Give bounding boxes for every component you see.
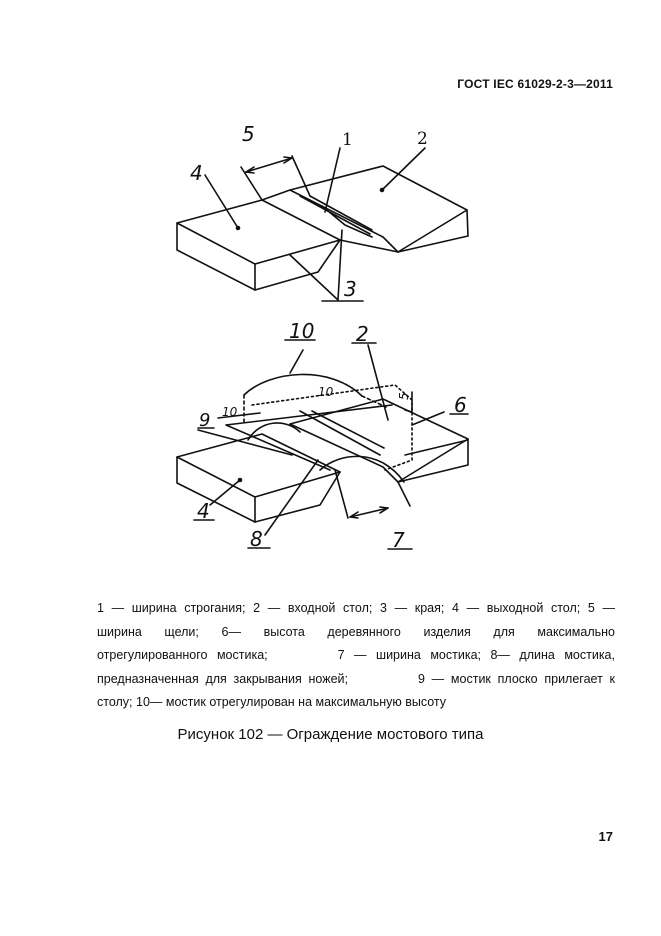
legend-line: ширина щели; 6— высота деревянного изделия для максимально	[97, 624, 615, 639]
legend-fragment: предназначенная для закрывания ножей;	[97, 671, 348, 686]
label-5-top: 5	[242, 122, 255, 146]
legend-line: столу; 10— мостик отрегулирован на максимальную высоту	[97, 695, 447, 709]
page-number: 17	[598, 829, 613, 844]
label-2-top: 2	[417, 129, 428, 149]
label-9: 9	[199, 410, 211, 431]
leader-3	[290, 230, 342, 300]
bottom-infeed-top	[290, 399, 468, 482]
label-1-top: 1	[342, 130, 353, 150]
infeed-table-top	[290, 166, 467, 252]
dimension-5-lines	[241, 156, 310, 200]
leader-2-bottom	[368, 345, 388, 420]
figure-caption: Рисунок 102 — Ограждение мостового типа	[177, 726, 484, 743]
bottom-outfeed-front	[177, 457, 255, 522]
label-10-top: 10	[289, 319, 315, 343]
outfeed-table-top	[177, 200, 340, 264]
label-7: 7	[392, 528, 405, 552]
label-2-bottom: 2	[356, 322, 369, 346]
label-3-top: 3	[344, 277, 357, 301]
bottom-outfeed-top	[177, 434, 340, 497]
outfeed-table-side	[255, 240, 340, 290]
legend-fragment: 7 — ширина мостика; 8— длина мостика,	[337, 648, 615, 662]
document-header: ГОСТ IEC 61029-2-3—2011	[457, 77, 613, 91]
top-drawing	[177, 148, 468, 301]
label-10-left: 10	[222, 405, 238, 419]
legend-fragment: отрегулированного мостика;	[97, 648, 268, 662]
legend-fragment: 9 — мостик плоско прилегает к	[417, 671, 616, 686]
leader-10-top	[290, 350, 303, 373]
outfeed-table-front	[177, 223, 255, 290]
label-4-top: 4	[190, 161, 203, 185]
bottom-labels	[197, 319, 467, 552]
label-6: 6	[454, 393, 467, 417]
leader-8	[265, 460, 318, 535]
dimension-7	[335, 470, 410, 518]
figure-legend	[97, 597, 615, 715]
bottom-outfeed-side	[255, 472, 340, 522]
leader-4	[205, 175, 238, 228]
legend-line	[97, 644, 615, 668]
legend-line: 1 — ширина строгания; 2 — входной стол; 3 — края; 4 — выходной стол; 5 —	[97, 601, 615, 615]
label-10-middle: 10	[318, 385, 334, 399]
leader-4-bottom	[210, 480, 240, 505]
legend-line	[97, 668, 615, 692]
bridge-guard-arc	[244, 374, 362, 396]
dimension-6	[405, 412, 468, 455]
label-5-bottom: 5	[397, 392, 411, 400]
label-8: 8	[250, 527, 263, 551]
label-4-bottom: 4	[197, 499, 210, 523]
bottom-drawing	[177, 340, 468, 549]
